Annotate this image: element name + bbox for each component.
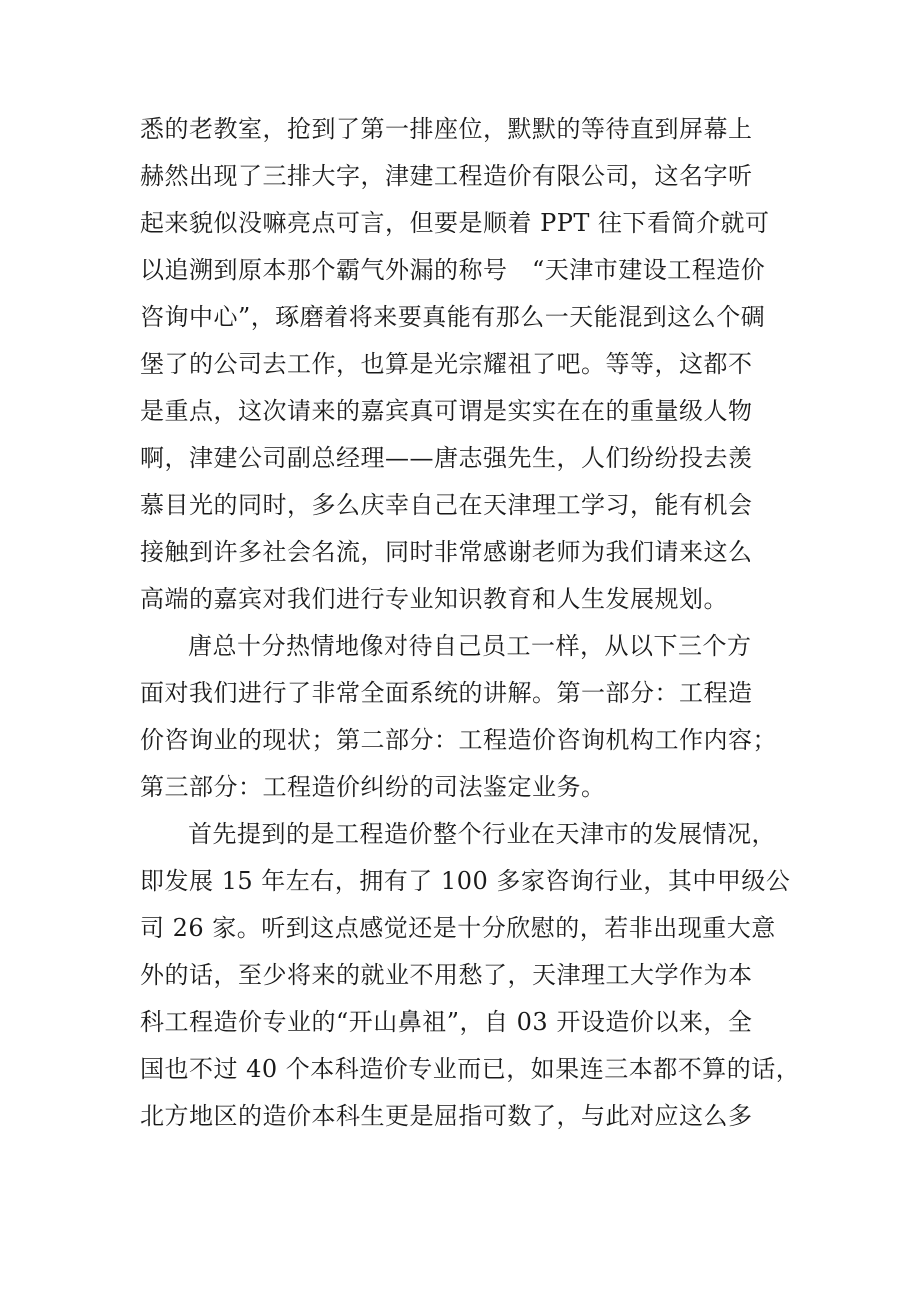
text-line: 以追溯到原本那个霸气外漏的称号 “天津市建设工程造价 — [140, 256, 766, 284]
text-line: 赫然出现了三排大字，津建工程造价有限公司，这名字听 — [140, 162, 753, 190]
paragraph-start-line: 唐总十分热情地像对待自己员工一样，从以下三个方 — [188, 632, 752, 660]
text-line: 是重点，这次请来的嘉宾真可谓是实实在在的重量级人物 — [140, 397, 753, 425]
text-line: 啊，津建公司副总经理——唐志强先生，人们纷纷投去羡 — [140, 444, 753, 472]
text-line: 堡了的公司去工作，也算是光宗耀祖了吧。等等，这都不 — [140, 350, 753, 378]
text-line: 外的话，至少将来的就业不用愁了，天津理工大学作为本 — [140, 961, 753, 989]
text-line: 第三部分：工程造价纠纷的司法鉴定业务。 — [140, 773, 606, 801]
text-line: 接触到许多社会名流，同时非常感谢老师为我们请来这么 — [140, 538, 753, 566]
paragraph-start-line: 首先提到的是工程造价整个行业在天津市的发展情况， — [188, 820, 776, 848]
text-line: 北方地区的造价本科生更是屈指可数了，与此对应这么多 — [140, 1102, 753, 1130]
text-line: 咨询中心”，琢磨着将来要真能有那么一天能混到这么个碉 — [140, 303, 766, 331]
text-line: 面对我们进行了非常全面系统的讲解。第一部分：工程造 — [140, 679, 753, 707]
text-line: 价咨询业的现状；第二部分：工程造价咨询机构工作内容； — [140, 726, 777, 754]
body-text — [140, 106, 801, 1140]
text-line: 起来貌似没嘛亮点可言，但要是顺着 PPT 往下看简介就可 — [140, 209, 770, 237]
text-line: 高端的嘉宾对我们进行专业知识教育和人生发展规划。 — [140, 585, 728, 613]
text-line: 即发展 15 年左右，拥有了 100 多家咨询行业，其中甲级公 — [140, 867, 791, 895]
text-line: 科工程造价专业的“开山鼻祖”，自 03 开设造价以来，全 — [140, 1008, 753, 1036]
text-line: 悉的老教室，抢到了第一排座位，默默的等待直到屏幕上 — [140, 115, 753, 143]
text-line: 国也不过 40 个本科造价专业而已，如果连三本都不算的话， — [140, 1055, 801, 1083]
text-line: 慕目光的同时，多么庆幸自己在天津理工学习，能有机会 — [140, 491, 753, 519]
text-line: 司 26 家。听到这点感觉还是十分欣慰的，若非出现重大意 — [140, 914, 776, 942]
